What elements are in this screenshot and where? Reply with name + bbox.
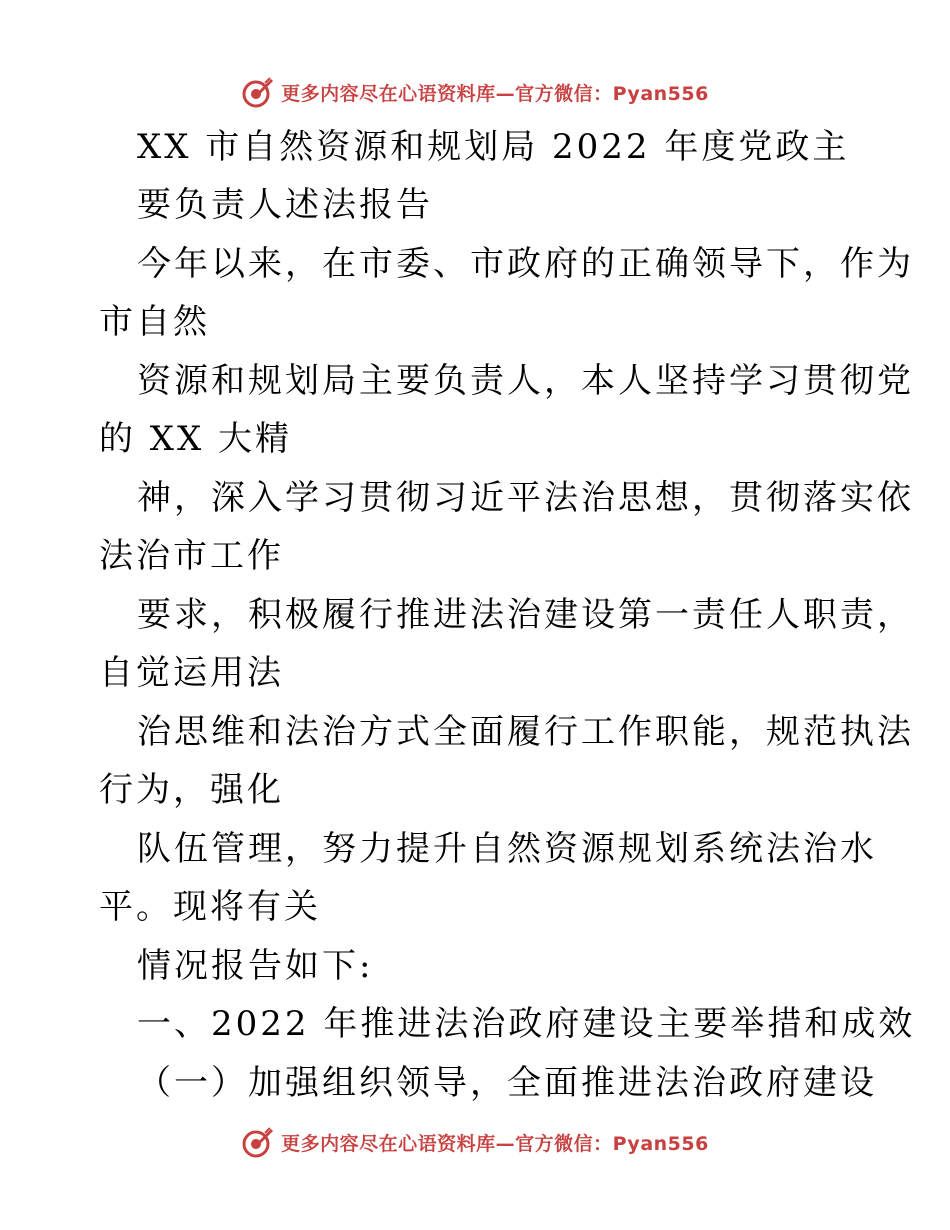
body-line: 资源和规划局主要负责人，本人坚持学习贯彻党 [137,361,914,401]
document-title-line-1: XX 市自然资源和规划局 2022 年度党政主 [137,127,850,167]
body-line: 行为，强化 [99,770,284,810]
body-line: 的 XX 大精 [99,419,293,459]
watermark-text: 更多内容尽在心语资料库—官方微信：Pyan556 [281,1132,709,1155]
body-line: 队伍管理，努力提升自然资源规划系统法治水 [137,829,877,869]
body-line: 情况报告如下: [137,946,374,986]
body-line: 市自然 [99,302,210,342]
body-line: 自觉运用法 [99,653,284,693]
body-line: 今年以来，在市委、市政府的正确领导下，作为 [137,244,914,284]
body-line: 平。现将有关 [99,887,321,927]
body-line: 要求，积极履行推进法治建设第一责任人职责， [137,595,914,635]
watermark-text: 更多内容尽在心语资料库—官方微信：Pyan556 [281,82,709,105]
watermark-bottom [0,1122,950,1162]
document-title-line-2: 要负责人述法报告 [137,185,433,225]
watermark-top [0,72,950,112]
body-line: 治思维和法治方式全面履行工作职能，规范执法 [137,712,914,752]
quill-logo-icon [241,75,275,109]
section-heading-1: 一、2022 年推进法治政府建设主要举措和成效 [137,1004,916,1044]
body-line: 神，深入学习贯彻习近平法治思想，贯彻落实依 [137,478,914,518]
quill-logo-icon [241,1125,275,1159]
body-line: 法治市工作 [99,536,284,576]
subsection-heading-1: （一）加强组织领导，全面推进法治政府建设 [137,1063,877,1103]
